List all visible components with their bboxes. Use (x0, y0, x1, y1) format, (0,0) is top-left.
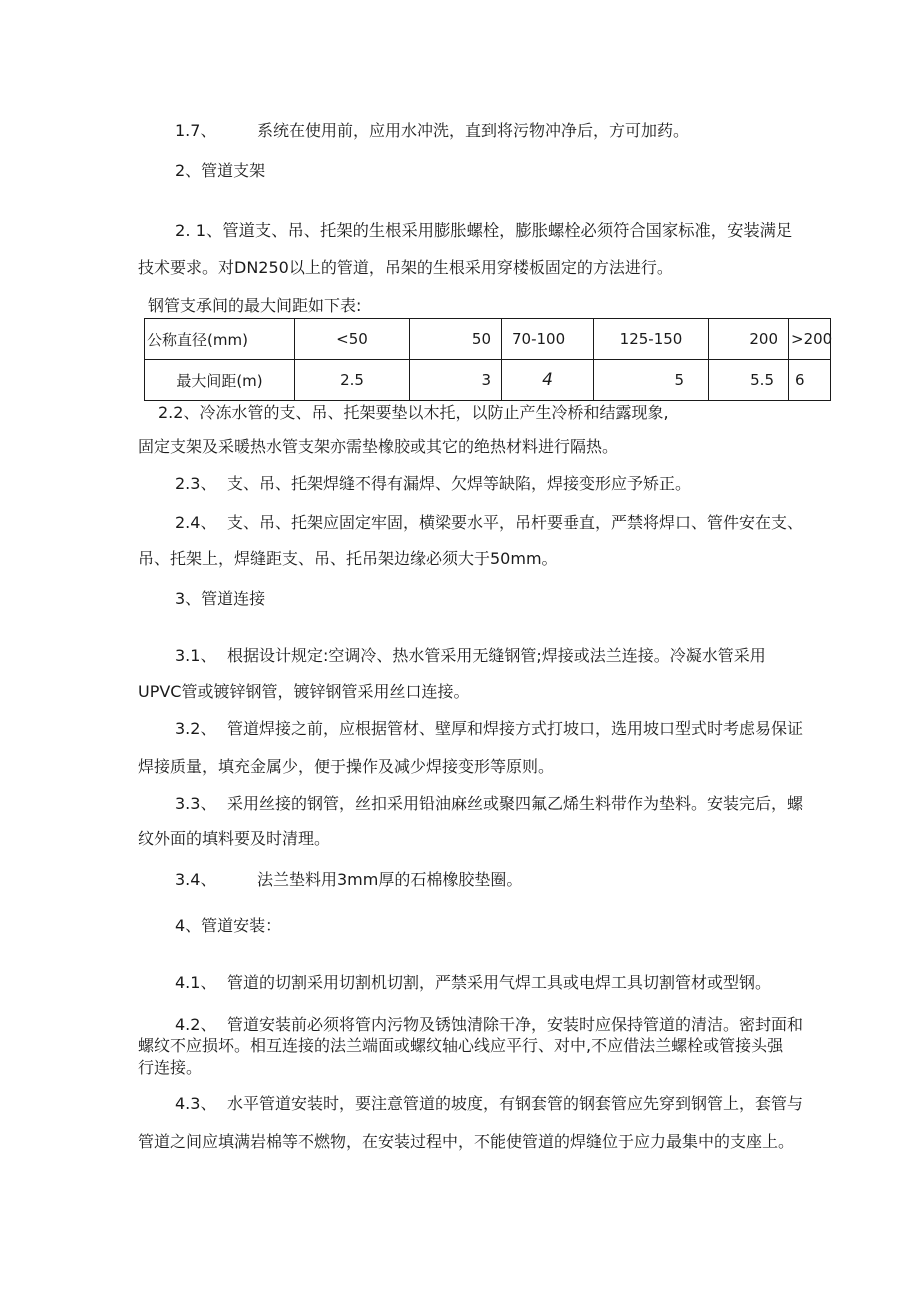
para-text: 支、吊、托架应固定牢固，横梁要水平，吊杆要垂直，严禁将焊口、管件安在支、 (227, 513, 804, 532)
table-cell: 6 (789, 360, 831, 401)
pipe-support-spacing-table (144, 318, 831, 401)
para-1-7 (175, 121, 689, 141)
para-text: 管道焊接之前，应根据管材、壁厚和焊接方式打坡口，选用坡口型式时考虑易保证 (227, 719, 804, 738)
heading-pipe-installation: 4、管道安装： (175, 916, 282, 935)
para-number: 4.1、 (175, 973, 217, 992)
table-cell: 3 (410, 360, 502, 401)
para-number: 3.1、 (175, 646, 217, 665)
para-4-2 (175, 1015, 803, 1035)
para-text: 采用丝接的钢管，丝扣采用铅油麻丝或聚四氟乙烯生料带作为垫料。安装完后，螺 (227, 794, 804, 813)
para-number: 1.7、 (175, 121, 217, 140)
para-2-4 (175, 513, 803, 533)
para-4-2-line2: 螺纹不应损坏。相互连接的法兰端面或螺纹轴心线应平行、对中,不应借法兰螺栓或管接头强 (138, 1036, 784, 1055)
heading-pipe-connection: 3、管道连接 (175, 589, 266, 608)
para-3-3-line2: 纹外面的填料要及时清理。 (138, 829, 331, 848)
para-2-4-line2: 吊、托架上，焊缝距支、吊、托吊架边缘必须大于50mm。 (138, 549, 558, 568)
para-2-1-line1: 2. 1、管道支、吊、托架的生根采用膨胀螺栓，膨胀螺栓必须符合国家标准，安装满足 (175, 221, 793, 240)
para-2-1-line2: 技术要求。对DN250以上的管道，吊架的生根采用穿楼板固定的方法进行。 (138, 258, 673, 277)
para-number: 3.4、 (175, 870, 217, 889)
para-text: 水平管道安装时，要注意管道的坡度，有钢套管的钢套管应先穿到钢管上，套管与 (227, 1094, 804, 1113)
para-4-2-line3: 行连接。 (138, 1058, 203, 1077)
table-cell: 200 (709, 319, 789, 360)
table-cell: 最大间距(m) (145, 360, 295, 401)
para-text: 系统在使用前，应用水冲洗，直到将污物冲净后，方可加药。 (257, 121, 690, 140)
para-3-2 (175, 719, 803, 739)
para-4-3 (175, 1094, 803, 1114)
para-3-3 (175, 794, 803, 814)
para-number: 3.3、 (175, 794, 217, 813)
table-cell: <50 (295, 319, 410, 360)
para-text: 支、吊、托架焊缝不得有漏焊、欠焊等缺陷，焊接变形应予矫正。 (227, 474, 692, 493)
table-cell: 5 (594, 360, 709, 401)
para-3-4 (175, 870, 522, 890)
para-text: 管道的切割采用切割机切割，严禁采用气焊工具或电焊工具切割管材或型钢。 (227, 973, 772, 992)
para-number: 3.2、 (175, 719, 217, 738)
para-number: 2.4、 (175, 513, 217, 532)
para-4-1 (175, 973, 771, 993)
table-cell: 4 (502, 360, 594, 401)
table-cell: 125-150 (594, 319, 709, 360)
para-3-1-line2: UPVC管或镀锌钢管，镀锌钢管采用丝口连接。 (138, 682, 470, 701)
table-row-spacing (145, 360, 831, 401)
para-3-1 (175, 646, 766, 666)
para-number: 4.3、 (175, 1094, 217, 1113)
para-number: 2.3、 (175, 474, 217, 493)
table-cell: 50 (410, 319, 502, 360)
table-row-diameter (145, 319, 831, 360)
para-3-2-line2: 焊接质量，填充金属少，便于操作及减少焊接变形等原则。 (138, 757, 555, 776)
para-2-3 (175, 474, 691, 494)
para-number: 4.2、 (175, 1015, 217, 1034)
para-2-2-line2: 固定支架及采暖热水管支架亦需垫橡胶或其它的绝热材料进行隔热。 (138, 437, 619, 456)
table-cell: 公称直径(mm) (145, 319, 295, 360)
para-text: 根据设计规定:空调冷、热水管采用无缝钢管;焊接或法兰连接。冷凝水管采用 (227, 646, 766, 665)
table-cell: 70-100 (502, 319, 594, 360)
para-text: 法兰垫料用3mm厚的石棉橡胶垫圈。 (257, 870, 523, 889)
table-cell: 5.5 (709, 360, 789, 401)
table-caption: 钢管支承间的最大间距如下表: (148, 296, 362, 315)
para-2-2-line1: 2.2、冷冻水管的支、吊、托架要垫以木托，以防止产生冷桥和结露现象, (158, 403, 669, 422)
para-text: 管道安装前必须将管内污物及锈蚀清除干净，安装时应保持管道的清洁。密封面和 (227, 1015, 804, 1034)
table-cell: 2.5 (295, 360, 410, 401)
heading-pipe-support: 2、管道支架 (175, 161, 266, 180)
table-cell: >200 (789, 319, 831, 360)
para-4-3-line2: 管道之间应填满岩棉等不燃物，在安装过程中，不能使管道的焊缝位于应力最集中的支座上。 (138, 1132, 795, 1151)
